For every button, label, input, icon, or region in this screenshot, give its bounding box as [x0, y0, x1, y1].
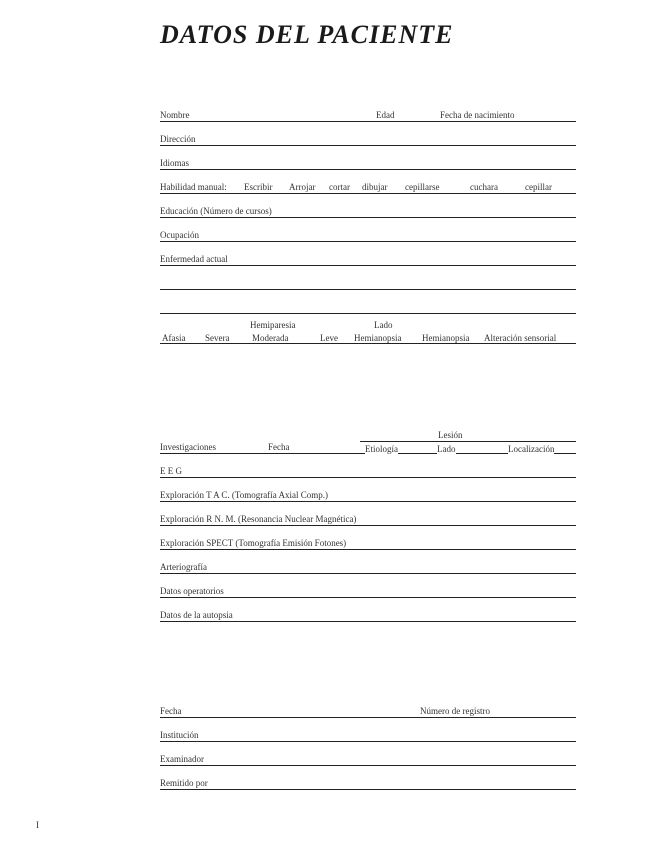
ocupacion-row[interactable]: [160, 228, 576, 242]
investigation-row-tac[interactable]: [160, 488, 576, 502]
enfermedad-row[interactable]: [160, 252, 576, 266]
habilidad-label: Habilidad manual:: [160, 182, 227, 192]
symptom-alteracion-sensorial: Alteración sensorial: [484, 333, 557, 343]
investigation-label: Exploración T A C. (Tomografía Axial Comp.): [160, 490, 329, 500]
habilidad-item-escribir: Escribir: [244, 182, 273, 192]
habilidad-item-cepillarse: cepillarse: [405, 182, 440, 192]
investigaciones-fecha-header: Fecha: [268, 442, 290, 452]
enfermedad-label: Enfermedad actual: [160, 254, 228, 264]
localizacion-header: Localización: [508, 444, 555, 454]
lado-header: Lado: [374, 320, 393, 330]
enfermedad-line-2[interactable]: [160, 276, 576, 290]
nombre-label: Nombre: [160, 110, 190, 120]
investigation-row-rnm[interactable]: [160, 512, 576, 526]
investigation-label: Datos operatorios: [160, 586, 224, 596]
idiomas-row[interactable]: [160, 156, 576, 170]
investigation-row-autopsia[interactable]: [160, 608, 576, 622]
habilidad-item-cepillar: cepillar: [525, 182, 552, 192]
investigation-row-datos-operatorios[interactable]: [160, 584, 576, 598]
registro-fecha-row[interactable]: [160, 704, 576, 718]
investigation-label: Exploración R N. M. (Resonancia Nuclear Magnética): [160, 514, 357, 524]
direccion-row[interactable]: [160, 132, 576, 146]
habilidad-item-arrojar: Arrojar: [289, 182, 316, 192]
numero-registro-label: Número de registro: [420, 706, 490, 716]
institucion-label: Institución: [160, 730, 199, 740]
direccion-label: Dirección: [160, 134, 196, 144]
investigation-label: Datos de la autopsia: [160, 610, 233, 620]
investigation-row-spect[interactable]: [160, 536, 576, 550]
symptom-moderada: Moderada: [252, 333, 289, 343]
edad-label: Edad: [376, 110, 395, 120]
investigation-row-eeg[interactable]: [160, 464, 576, 478]
remitido-row[interactable]: [160, 776, 576, 790]
etiologia-header: Etiología: [365, 444, 398, 454]
habilidad-item-cortar: cortar: [329, 182, 350, 192]
investigaciones-label: Investigaciones: [160, 442, 216, 452]
symptom-afasia: Afasia: [162, 333, 186, 343]
investigation-label: Exploración SPECT (Tomografía Emisión Fotones): [160, 538, 347, 548]
lesion-header: Lesión: [438, 430, 463, 440]
fecha-nacimiento-label: Fecha de nacimiento: [440, 110, 515, 120]
lado-col-header: Lado: [437, 444, 456, 454]
enfermedad-line-3[interactable]: [160, 300, 576, 314]
idiomas-label: Idiomas: [160, 158, 189, 168]
symptom-leve: Leve: [320, 333, 338, 343]
remitido-label: Remitido por: [160, 778, 208, 788]
habilidad-item-dibujar: dibujar: [362, 182, 388, 192]
page-mark: I: [36, 820, 39, 830]
institucion-row[interactable]: [160, 728, 576, 742]
educacion-row[interactable]: [160, 204, 576, 218]
ocupacion-label: Ocupación: [160, 230, 199, 240]
symptom-hemianopsia-1: Hemianopsia: [354, 333, 402, 343]
examinador-row[interactable]: [160, 752, 576, 766]
examinador-label: Examinador: [160, 754, 204, 764]
investigation-row-arteriografia[interactable]: [160, 560, 576, 574]
educacion-label: Educación (Número de cursos): [160, 206, 272, 216]
investigation-label: E E G: [160, 466, 182, 476]
registro-fecha-label: Fecha: [160, 706, 182, 716]
page-title: DATOS DEL PACIENTE: [160, 20, 454, 49]
symptom-hemianopsia-2: Hemianopsia: [422, 333, 470, 343]
investigation-label: Arteriografía: [160, 562, 207, 572]
habilidad-item-cuchara: cuchara: [470, 182, 498, 192]
hemiparesia-header: Hemiparesia: [250, 320, 296, 330]
symptom-severa: Severa: [205, 333, 230, 343]
